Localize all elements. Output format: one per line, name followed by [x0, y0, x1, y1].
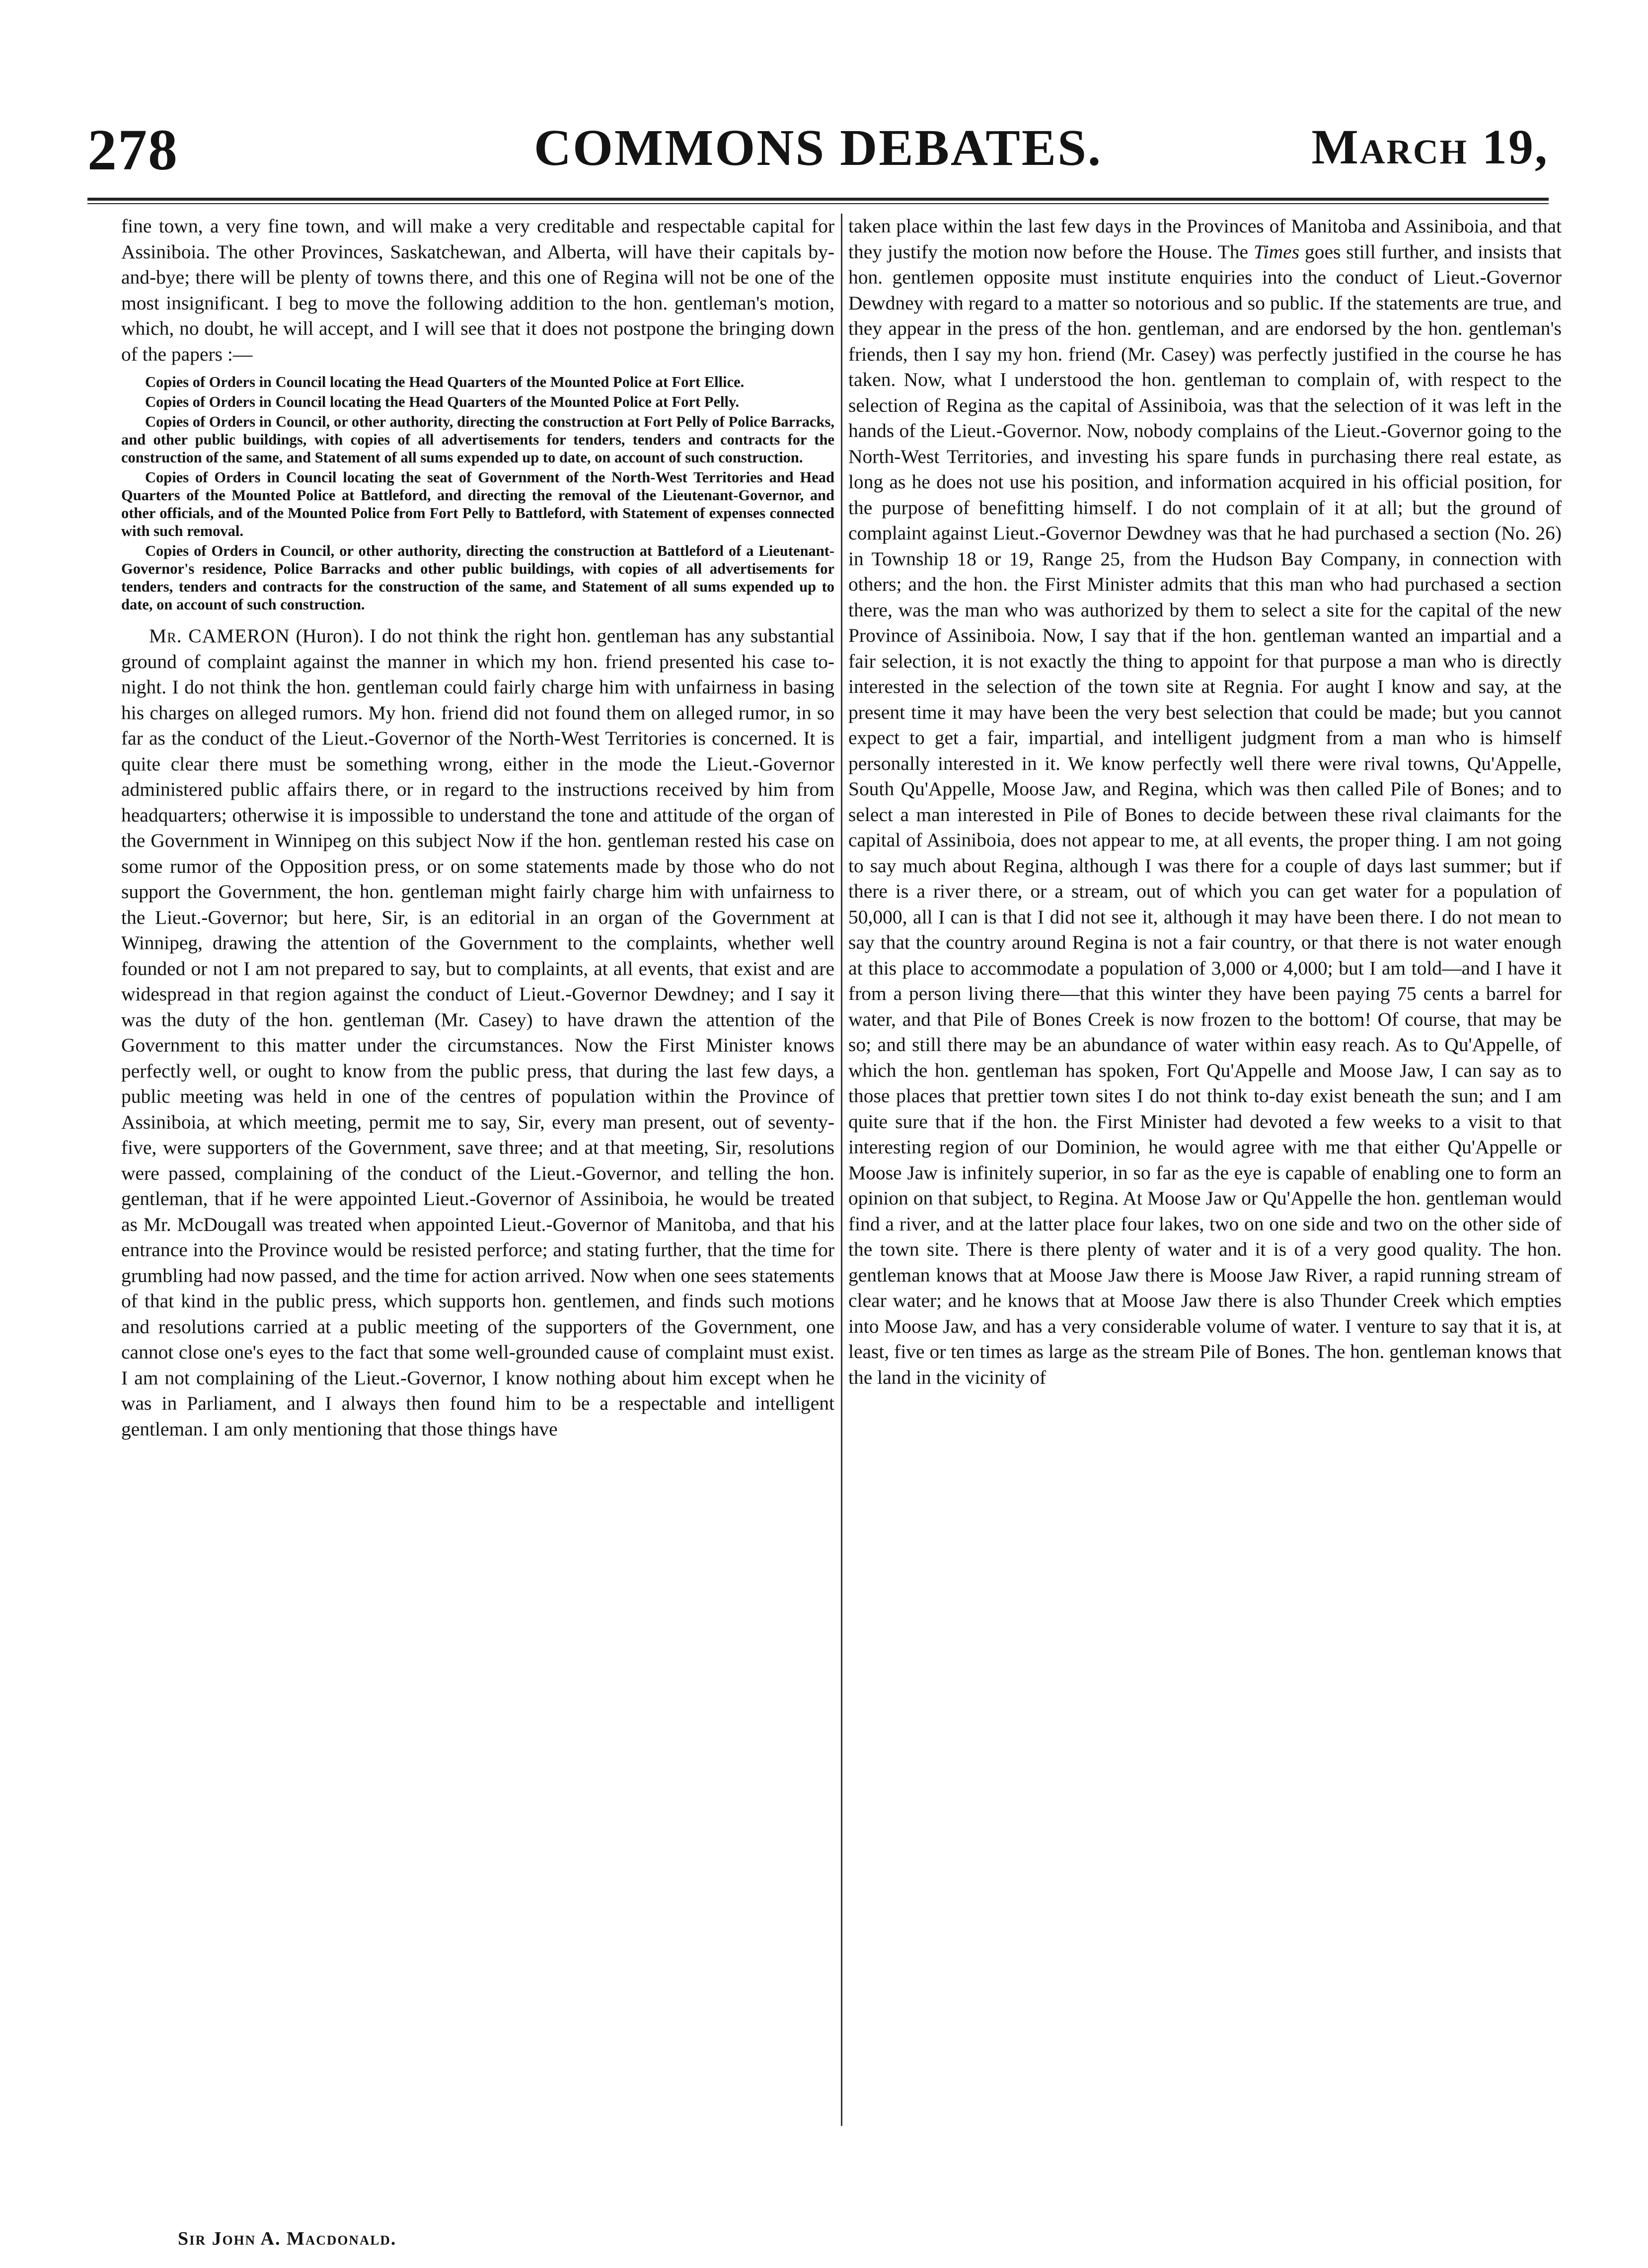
- speech-text: I do not think the right hon. gentleman has any substantial ground of complaint against the manner in which my hon. friend presented his case to-night. I do not think the hon. gentleman could fairly charge him with unfairness in basing his charges on alleged rumors. My hon. friend did not found them on alleged rumor, in so far as the conduct of the Lieut.-Governor of the North-West Territories is concerned. It is quite clear there must be something wrong, either in the mode the Lieut.-Governor administered public affairs there, or in regard to the instructions received by him from headquarters; otherwise it is impossible to understand the tone and attitude of the organ of the Government in Winnipeg on this subject Now if the hon. gentleman rested his case on some rumor of the Opposition press, or on some statements made by those who do not support the Government, the hon. gentleman might fairly charge him with unfairness to the Lieut.-Governor; but here, Sir, is an editorial in an organ of the Government at Winnipeg, drawing the attention of the Government to the complaints, whether well founded or not I am not prepared to say, but to complaints, at all events, that exist and are widespread in that region against the conduct of Lieut.-Governor Dewdney; and I say it was the duty of the hon. gentleman (Mr. Casey) to have drawn the attention of the Government to this matter under the circumstances. Now the First Minister knows perfectly well, or ought to know from the public press, that during the last few days, a public meeting was held in one of the centres of population within the Province of Assiniboia, at which meeting, permit me to say, Sir, every man present, out of seventy-five, were supporters of the Government, save three; and at that meeting, Sir, resolutions were passed, complaining of the conduct of the Lieut.-Governor, and telling the hon. gentleman, that if he were appointed Lieut.-Governor of Assiniboia, he would be treated as Mr. McDougall was treated when appointed Lieut.-Governor of Manitoba, and that his entrance into the Province would be resisted perforce; and stating further, that the time for grumbling had now passed, and the time for action arrived. Now when one sees statements of that kind in the public press, which supports hon. gentlemen, and finds such motions and resolutions carried at a public meeting of the supporters of the Government, one cannot close one's eyes to the fact that some well-grounded cause of complaint must exist. I am not complaining of the Lieut.-Governor, I know nothing about him except when he was in Parliament, and I always then found him to be a respectable and intelligent gentleman. I am only mentioning that those things have: [121, 625, 834, 1440]
- column-divider: [841, 214, 842, 2126]
- resolution-item: Copies of Orders in Council locating the Head Quarters of the Mounted Police at Fort Ellice.: [145, 374, 745, 390]
- running-title: COMMONS DEBATES.: [534, 119, 1102, 176]
- right-text-a: taken place within the last few days in the Provinces of Manitoba and Assiniboia, and that they justify the motion now before the House. The: [848, 215, 1562, 263]
- left-paragraph-1: fine town, a very fine town, and will make a very creditable and respectable capital for Assiniboia. The other Provinces, Saskatchewan, and Alberta, will have their capitals by-and-bye; there will be plenty of towns there, and this one of Regina will not be one of the most insignificant. I beg to move the following addition to the hon. gentleman's motion, which, no doubt, he will accept, and I will see that it does not postpone the bringing down of the papers :—: [121, 215, 834, 365]
- resolution-item: Copies of Orders in Council, or other authority, directing the construction at Fort Pelly of Police Barracks, and other public buildings, with copies of all advertisements for tenders, tenders and contracts for the construction of the same, and Statement of all sums expended up to date, on account of such construction.: [121, 413, 834, 466]
- right-column: [848, 214, 1562, 1390]
- page-number: 278: [87, 117, 178, 182]
- resolution-list: [121, 373, 834, 613]
- speaker-riding: (Huron).: [290, 625, 364, 647]
- times-newspaper-name: Times: [1253, 240, 1300, 263]
- left-column: [121, 214, 834, 1442]
- header-date: March 19,: [1311, 119, 1549, 174]
- right-paragraph-1: [848, 214, 1562, 1390]
- page-header: [87, 116, 1549, 191]
- footer-signature: Sir John A. Macdonald.: [178, 2228, 397, 2249]
- speaker-name: Mr. CAMERON: [149, 625, 290, 647]
- resolution-item: Copies of Orders in Council, or other authority, directing the construction at Battleford of a Lieutenant-Governor's residence, Police Barracks and other public buildings, with copies of all advertisements for tenders, tenders and contracts for the construction of the same, and Statement of all sums expended up to date, on account of such construction.: [121, 542, 834, 613]
- speech-paragraph: [121, 623, 834, 1442]
- resolution-item: Copies of Orders in Council locating the seat of Government of the North-West Territories and Head Quarters of the Mounted Police at Battleford, and directing the removal of the Lieutenant-Governor, and other officials, and of the Mounted Police from Fort Pelly to Battleford, with Statement of expenses connected with such removal.: [121, 469, 834, 539]
- header-rule: [87, 198, 1549, 204]
- right-text-b: goes still further, and insists that hon. gentlemen opposite must institute enquiries into the conduct of Lieut.-Governor Dewdney with regard to a matter so notorious and so public. If the statements are true, and they appear in the press of the hon. gentleman, and are endorsed by the hon. gentleman's friends, then I say my hon. friend (Mr. Casey) was perfectly justified in the course he has taken. Now, what I understood the hon. gentleman to complain of, with respect to the selection of Regina as the capital of Assiniboia, was that the selection of it was left in the hands of the Lieut.-Governor. Now, nobody complains of the Lieut.-Governor going to the North-West Territories, and investing his spare funds in purchasing there real estate, as long as he does not use his position, and information acquired in his official position, for the purpose of benefitting himself. I do not complain of it at all; but the ground of complaint against Lieut.-Governor Dewdney was that he had purchased a section (No. 26) in Township 18 or 19, Range 25, from the Hudson Bay Company, in connection with others; and the hon. the First Minister admits that this man who had purchased a section there, was the man who was authorized by them to select a site for the capital of the new Province of Assiniboia. Now, I say that if the hon. gentleman wanted an impartial and a fair selection, it is not exactly the thing to appoint for that purpose a man who is directly interested in the selection of the town site at Regnia. For aught I know and say, at the present time it may have been the very best selection that could be made; but you cannot expect to get a fair, impartial, and intelligent judgment from a man who is himself personally interested in it. We know perfectly well there were rival towns, Qu'Appelle, South Qu'Appelle, Moose Jaw, and Regina, which was then called Pile of Bones; and to select a man interested in Pile of Bones to decide between these rival claimants for the capital of Assiniboia, does not appear to me, at all events, the proper thing. I am not going to say much about Regina, although I was there for a couple of days last summer; but if there is a river there, or a stream, out of which you can get water for a population of 50,000, all I can is that I did not see it, although it may have been there. I do not mean to say that the country around Regina is not a fair country, or that there is not water enough at this place to accommodate a population of 3,000 or 4,000; but I am told—and I have it from a person living there—that this winter they have been paying 75 cents a barrel for water, and that Pile of Bones Creek is now frozen to the bottom! Of course, that may be so; and still there may be an abundance of water within easy reach. As to Qu'Appelle, of which the hon. gentleman has spoken, Fort Qu'Appelle and Moose Jaw, I can say as to those places that prettier town sites I do not think to-day exist beneath the sun; and I am quite sure that if the hon. the First Minister had devoted a few weeks to a visit to that interesting region of our Dominion, he would agree with me that either Qu'Appelle or Moose Jaw is infinitely superior, in so far as the eye is capable of enabling one to form an opinion on that subject, to Regina. At Moose Jaw or Qu'Appelle the hon. gentleman would find a river, and at the latter place four lakes, two on one side and two on the other side of the town site. There is there plenty of water and it is of a very good quality. The hon. gentleman knows that at Moose Jaw there is Moose Jaw River, a rapid running stream of clear water; and he knows that at Moose Jaw there is also Thunder Creek which empties into Moose Jaw, and has a very considerable volume of water. I venture to say that it is, at least, five or ten times as large as the stream Pile of Bones. The hon. gentleman knows that the land in the vicinity of: [848, 240, 1562, 1388]
- resolution-item: Copies of Orders in Council locating the Head Quarters of the Mounted Police at Fort Pelly.: [145, 393, 740, 410]
